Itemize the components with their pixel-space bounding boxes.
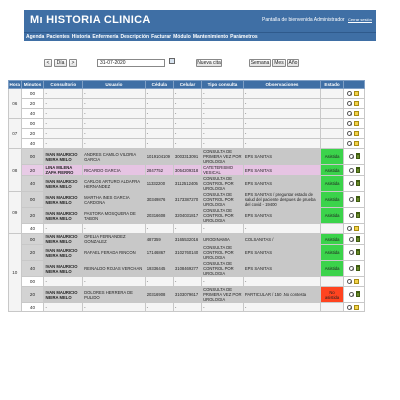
- empty-cell: -: [243, 224, 320, 234]
- doctor-cell: IVAN MAURICIO NEIRA MELO: [44, 192, 83, 208]
- empty-cell: -: [83, 277, 146, 287]
- menu-descripcion[interactable]: Descripción: [120, 34, 150, 40]
- id-cell: 30349876: [145, 192, 173, 208]
- row-actions: [344, 129, 365, 139]
- empty-cell: [321, 89, 344, 99]
- delete-icon[interactable]: [356, 197, 360, 202]
- agenda-table: [8, 80, 365, 312]
- date-navigation: [24, 41, 376, 65]
- row-actions: [344, 303, 365, 312]
- day-view-button[interactable]: Día: [54, 59, 67, 67]
- hour-cell: 07: [9, 119, 22, 149]
- minute-cell: 00: [21, 119, 44, 129]
- empty-cell: -: [44, 139, 83, 149]
- month-view-button[interactable]: Mes: [272, 59, 286, 67]
- row-actions: [344, 224, 365, 234]
- minute-cell: 20: [21, 287, 44, 303]
- table-row[interactable]: [9, 303, 365, 312]
- search-icon[interactable]: [347, 101, 352, 106]
- empty-cell: -: [83, 224, 146, 234]
- empty-cell: -: [145, 129, 173, 139]
- notes-cell: EPS SANITAS: [243, 245, 320, 261]
- empty-cell: -: [202, 129, 244, 139]
- table-row[interactable]: [9, 139, 365, 149]
- table-row[interactable]: [9, 224, 365, 234]
- main-menu: [24, 32, 376, 41]
- empty-cell: -: [44, 224, 83, 234]
- notes-cell: EPS SANITAS: [243, 165, 320, 176]
- search-icon[interactable]: [349, 213, 354, 218]
- minute-cell: 20: [21, 208, 44, 224]
- empty-cell: -: [173, 303, 201, 312]
- empty-cell: -: [83, 119, 146, 129]
- search-icon[interactable]: [347, 305, 352, 310]
- doctor-cell: IVAN MAURICIO NEIRA MELO: [44, 208, 83, 224]
- delete-icon[interactable]: [356, 250, 360, 255]
- id-cell: 19336445: [145, 261, 173, 277]
- table-row[interactable]: [9, 234, 365, 245]
- status-badge: Asistida: [321, 192, 344, 208]
- patient-cell: CARLOS ARTURO ALDAFRA HERNANDEZ: [83, 176, 146, 192]
- row-actions: [344, 245, 365, 261]
- table-row[interactable]: [9, 287, 365, 303]
- menu-mantenimiento[interactable]: Mantenimiento: [192, 34, 229, 40]
- edit-icon[interactable]: [354, 141, 359, 146]
- edit-icon[interactable]: [354, 121, 359, 126]
- empty-cell: -: [243, 109, 320, 119]
- minute-cell: 00: [21, 149, 44, 165]
- doctor-cell: IVAN MAURICIO NEIRA MELO: [44, 287, 83, 303]
- type-cell: CONSULTA DE PRIMERA VEZ POR UROLOGIA: [203, 287, 242, 302]
- empty-cell: -: [145, 109, 173, 119]
- hour-cell: 10: [9, 234, 22, 312]
- col-celular: Celular: [173, 81, 201, 89]
- status-badge: Asistida: [321, 176, 344, 192]
- menu-modulo[interactable]: Módulo: [173, 34, 191, 40]
- table-row[interactable]: [9, 149, 365, 165]
- phone-cell: 3165532016: [173, 234, 201, 245]
- empty-cell: [321, 139, 344, 149]
- empty-cell: -: [202, 99, 244, 109]
- minute-cell: 00: [21, 89, 44, 99]
- empty-cell: -: [243, 303, 320, 312]
- empty-cell: -: [44, 303, 83, 312]
- id-cell: 20316608: [145, 208, 173, 224]
- empty-cell: -: [145, 139, 173, 149]
- col-cedula: Cédula: [145, 81, 173, 89]
- notes-cell: EPS SANITAS / preguntar estado de salud del paciente despues de prueba del covid - 19400: [243, 192, 320, 208]
- doctor-cell: IVAN MAURICIO NEIRA MELO: [44, 149, 83, 165]
- row-actions: [344, 99, 365, 109]
- row-actions: [344, 149, 365, 165]
- edit-icon[interactable]: [354, 111, 359, 116]
- app-window: [24, 10, 376, 65]
- empty-cell: -: [44, 119, 83, 129]
- search-icon[interactable]: [349, 168, 354, 173]
- empty-cell: -: [44, 89, 83, 99]
- phone-cell: 3112512405: [173, 176, 201, 192]
- delete-icon[interactable]: [356, 181, 360, 186]
- id-cell: 487359: [145, 234, 173, 245]
- notes-cell: EPS SANITAS: [243, 261, 320, 277]
- minute-cell: 40: [21, 303, 44, 312]
- patient-cell: DOLORES HERRERA DE PULIDO: [83, 287, 146, 303]
- minute-cell: 00: [21, 277, 44, 287]
- edit-icon[interactable]: [354, 101, 359, 106]
- delete-icon[interactable]: [356, 154, 360, 159]
- id-cell: 17146867: [145, 245, 173, 261]
- doctor-cell: IVAN MAURICIO NEIRA MELO: [44, 234, 83, 245]
- logout-link[interactable]: Cerrar sesión: [347, 17, 372, 22]
- notes-cell: PARTICULAR / 150 .No contesta: [243, 287, 320, 303]
- col-usuario: Usuario: [83, 81, 146, 89]
- calendar-icon[interactable]: [169, 58, 175, 64]
- empty-cell: -: [83, 89, 146, 99]
- row-actions: [344, 139, 365, 149]
- notes-cell: EPS SANITAS: [243, 176, 320, 192]
- date-input[interactable]: 31-07-2020: [97, 59, 165, 67]
- col-minutos: Minutos: [21, 81, 44, 89]
- search-icon[interactable]: [349, 237, 354, 242]
- minute-cell: 40: [21, 139, 44, 149]
- empty-cell: -: [173, 224, 201, 234]
- minute-cell: 00: [21, 192, 44, 208]
- empty-cell: -: [145, 119, 173, 129]
- empty-cell: -: [173, 277, 201, 287]
- status-badge: Asistida: [321, 234, 344, 245]
- delete-icon[interactable]: [356, 266, 360, 271]
- doctor-cell: IVAN MAURICIO NEIRA MELO: [44, 176, 83, 192]
- id-cell: 2847752: [145, 165, 173, 176]
- empty-cell: -: [173, 89, 201, 99]
- empty-cell: -: [243, 89, 320, 99]
- empty-cell: -: [173, 99, 201, 109]
- empty-cell: -: [202, 303, 244, 312]
- empty-cell: -: [202, 139, 244, 149]
- empty-cell: -: [83, 139, 146, 149]
- table-row[interactable]: [9, 176, 365, 192]
- col-hora: Hora: [9, 82, 20, 87]
- type-cell: CONSULTA DE PRIMERA VEZ POR UROLOGIA: [203, 149, 242, 164]
- row-actions: [344, 192, 365, 208]
- minute-cell: 00: [21, 234, 44, 245]
- empty-cell: -: [44, 277, 83, 287]
- search-icon[interactable]: [347, 141, 352, 146]
- menu-pacientes[interactable]: Pacientes: [46, 34, 70, 40]
- empty-cell: -: [44, 99, 83, 109]
- empty-cell: -: [83, 99, 146, 109]
- menu-enfermeria[interactable]: Enfermería: [92, 34, 119, 40]
- empty-cell: -: [145, 99, 173, 109]
- empty-cell: [321, 303, 344, 312]
- app-header: [24, 10, 376, 32]
- app-logo: Mı HISTORIA CLINICA: [30, 14, 151, 26]
- row-actions: [344, 109, 365, 119]
- empty-cell: -: [243, 129, 320, 139]
- table-row[interactable]: [9, 165, 365, 176]
- type-cell: CONSULTA DE CONTROL POR UROLOGIA: [202, 245, 244, 261]
- search-icon[interactable]: [349, 197, 354, 202]
- empty-cell: [321, 277, 344, 287]
- patient-cell: RAFAEL FERADA RINCON: [83, 245, 146, 261]
- edit-icon[interactable]: [354, 131, 359, 136]
- type-cell: CONSULTA DE CONTROL POR UROLOGIA: [202, 208, 244, 224]
- notes-cell: COLSANITAS /: [243, 234, 320, 245]
- phone-cell: 3054209318: [173, 165, 201, 176]
- edit-icon[interactable]: [354, 279, 359, 284]
- empty-cell: -: [243, 277, 320, 287]
- notes-cell: EPS SANITAS: [243, 149, 320, 165]
- edit-icon[interactable]: [354, 91, 359, 96]
- search-icon[interactable]: [347, 111, 352, 116]
- table-row[interactable]: [9, 192, 365, 208]
- search-icon[interactable]: [349, 154, 354, 159]
- empty-cell: -: [145, 89, 173, 99]
- empty-cell: [321, 99, 344, 109]
- table-row[interactable]: [9, 99, 365, 109]
- empty-cell: -: [173, 129, 201, 139]
- delete-icon[interactable]: [356, 292, 360, 297]
- menu-agenda[interactable]: Agenda: [26, 34, 45, 40]
- empty-cell: -: [44, 129, 83, 139]
- edit-icon[interactable]: [354, 305, 359, 310]
- welcome-text: Pantalla de bienvenida Administrador: [262, 17, 345, 23]
- minute-cell: 20: [21, 99, 44, 109]
- table-row[interactable]: [9, 89, 365, 99]
- col-tipo-consulta: Tipo consulta: [202, 81, 244, 89]
- status-badge: Asistida: [321, 245, 344, 261]
- minute-cell: 40: [21, 261, 44, 277]
- id-cell: 11332200: [145, 176, 173, 192]
- col-consultorio: Consultorio: [44, 81, 83, 89]
- empty-cell: -: [243, 139, 320, 149]
- empty-cell: -: [145, 277, 173, 287]
- empty-cell: -: [145, 303, 173, 312]
- empty-cell: -: [202, 224, 244, 234]
- delete-icon[interactable]: [356, 168, 360, 173]
- row-actions: [344, 89, 365, 99]
- empty-cell: -: [173, 119, 201, 129]
- id-cell: 1019104109: [145, 149, 173, 165]
- row-actions: [344, 261, 365, 277]
- row-actions: [344, 119, 365, 129]
- welcome-message: [262, 17, 372, 23]
- type-cell: URODINAMIA: [202, 234, 244, 245]
- row-actions: [344, 234, 365, 245]
- empty-cell: -: [173, 109, 201, 119]
- row-actions: [344, 208, 365, 224]
- empty-cell: [321, 129, 344, 139]
- table-row[interactable]: [9, 129, 365, 139]
- status-badge: Asistida: [321, 165, 344, 176]
- status-badge: Asistida: [321, 261, 344, 277]
- doctor-cell: IVAN MAURICIO NEIRA MELO: [44, 245, 83, 261]
- search-icon[interactable]: [347, 226, 352, 231]
- doctor-cell: IVAN MAURICIO NEIRA MELO: [44, 261, 83, 277]
- patient-cell: PASTORA MOSQUERA DE TABON: [83, 208, 146, 224]
- type-cell: CONSULTA DE CONTROL POR UROLOGIA: [202, 176, 244, 192]
- search-icon[interactable]: [347, 91, 352, 96]
- row-actions: [344, 176, 365, 192]
- patient-cell: REINALDO ROJAS VERCHAN: [83, 261, 146, 277]
- phone-cell: 3204031817: [173, 208, 201, 224]
- row-actions: [344, 277, 365, 287]
- phone-cell: 3108469277: [173, 261, 201, 277]
- empty-cell: -: [243, 99, 320, 109]
- doctor-cell: LINA MILENA ZAPA FIERRO: [44, 165, 83, 176]
- table-header-row: [9, 81, 365, 89]
- empty-cell: -: [145, 224, 173, 234]
- minute-cell: 20: [21, 165, 44, 176]
- table-row[interactable]: [9, 109, 365, 119]
- empty-cell: -: [202, 89, 244, 99]
- minute-cell: 20: [21, 245, 44, 261]
- row-actions: [344, 165, 365, 176]
- hour-cell: 06: [9, 89, 22, 119]
- id-cell: 20316908: [145, 287, 173, 303]
- type-cell: CATETERISMO VESICAL: [202, 165, 244, 176]
- minute-cell: 40: [21, 109, 44, 119]
- minute-cell: 20: [21, 129, 44, 139]
- prev-day-button[interactable]: <: [44, 59, 52, 67]
- type-cell: CONSULTA DE CONTROL POR UROLOGIA: [202, 261, 244, 277]
- next-day-button[interactable]: >: [69, 59, 77, 67]
- empty-cell: -: [44, 109, 83, 119]
- row-actions: [344, 287, 365, 303]
- notes-cell: EPS SANITAS: [243, 208, 320, 224]
- search-icon[interactable]: [347, 121, 352, 126]
- col-observaciones: Observaciones: [243, 81, 320, 89]
- status-badge: Asistida: [321, 208, 344, 224]
- empty-cell: [321, 109, 344, 119]
- edit-icon[interactable]: [354, 226, 359, 231]
- type-cell: CONSULTA DE CONTROL POR UROLOGIA: [202, 192, 244, 208]
- empty-cell: [321, 224, 344, 234]
- empty-cell: -: [202, 277, 244, 287]
- year-view-button[interactable]: Año: [288, 60, 298, 66]
- empty-cell: -: [83, 303, 146, 312]
- empty-cell: -: [202, 119, 244, 129]
- week-view-button[interactable]: Semana: [250, 60, 270, 66]
- empty-cell: -: [83, 129, 146, 139]
- delete-icon[interactable]: [356, 237, 360, 242]
- minute-cell: 40: [21, 224, 44, 234]
- phone-cell: 3103079617: [173, 287, 201, 303]
- empty-cell: -: [202, 109, 244, 119]
- phone-cell: 3003313091: [173, 149, 201, 165]
- delete-icon[interactable]: [356, 213, 360, 218]
- empty-cell: -: [83, 109, 146, 119]
- phone-cell: 3102760140: [173, 245, 201, 261]
- table-row[interactable]: [9, 119, 365, 129]
- col-estado: Estado: [321, 81, 344, 89]
- search-icon[interactable]: [349, 266, 354, 271]
- table-row[interactable]: [9, 208, 365, 224]
- menu-historia[interactable]: Historia: [71, 34, 91, 40]
- phone-cell: 3173387270: [173, 192, 201, 208]
- new-appointment-button[interactable]: Nueva cita: [197, 60, 221, 66]
- patient-cell: OFELIA FERNANDEZ GONZALEZ: [83, 234, 146, 245]
- hour-cell: 09: [9, 192, 22, 234]
- table-row[interactable]: [9, 277, 365, 287]
- empty-cell: -: [243, 119, 320, 129]
- search-icon[interactable]: [349, 181, 354, 186]
- empty-cell: [321, 119, 344, 129]
- minute-cell: 40: [21, 176, 44, 192]
- empty-cell: -: [173, 139, 201, 149]
- patient-cell: MARTHA INES GARCIA CARDONA: [83, 192, 146, 208]
- status-badge: Asistida: [321, 149, 344, 165]
- search-icon[interactable]: [347, 131, 352, 136]
- col-actions: [344, 81, 365, 89]
- menu-facturar[interactable]: Facturar: [151, 34, 172, 40]
- table-row[interactable]: [9, 245, 365, 261]
- search-icon[interactable]: [347, 279, 352, 284]
- search-icon[interactable]: [349, 292, 354, 297]
- search-icon[interactable]: [349, 250, 354, 255]
- menu-parametros[interactable]: Parámetros: [230, 34, 258, 40]
- patient-cell: ANDRES CAMILO VILDRIA GARCIA: [83, 149, 146, 165]
- table-row[interactable]: [9, 261, 365, 277]
- hour-cell: 08: [9, 149, 22, 192]
- status-badge: No asistida: [321, 287, 344, 303]
- patient-cell: RICARDO GARCIA: [83, 165, 146, 176]
